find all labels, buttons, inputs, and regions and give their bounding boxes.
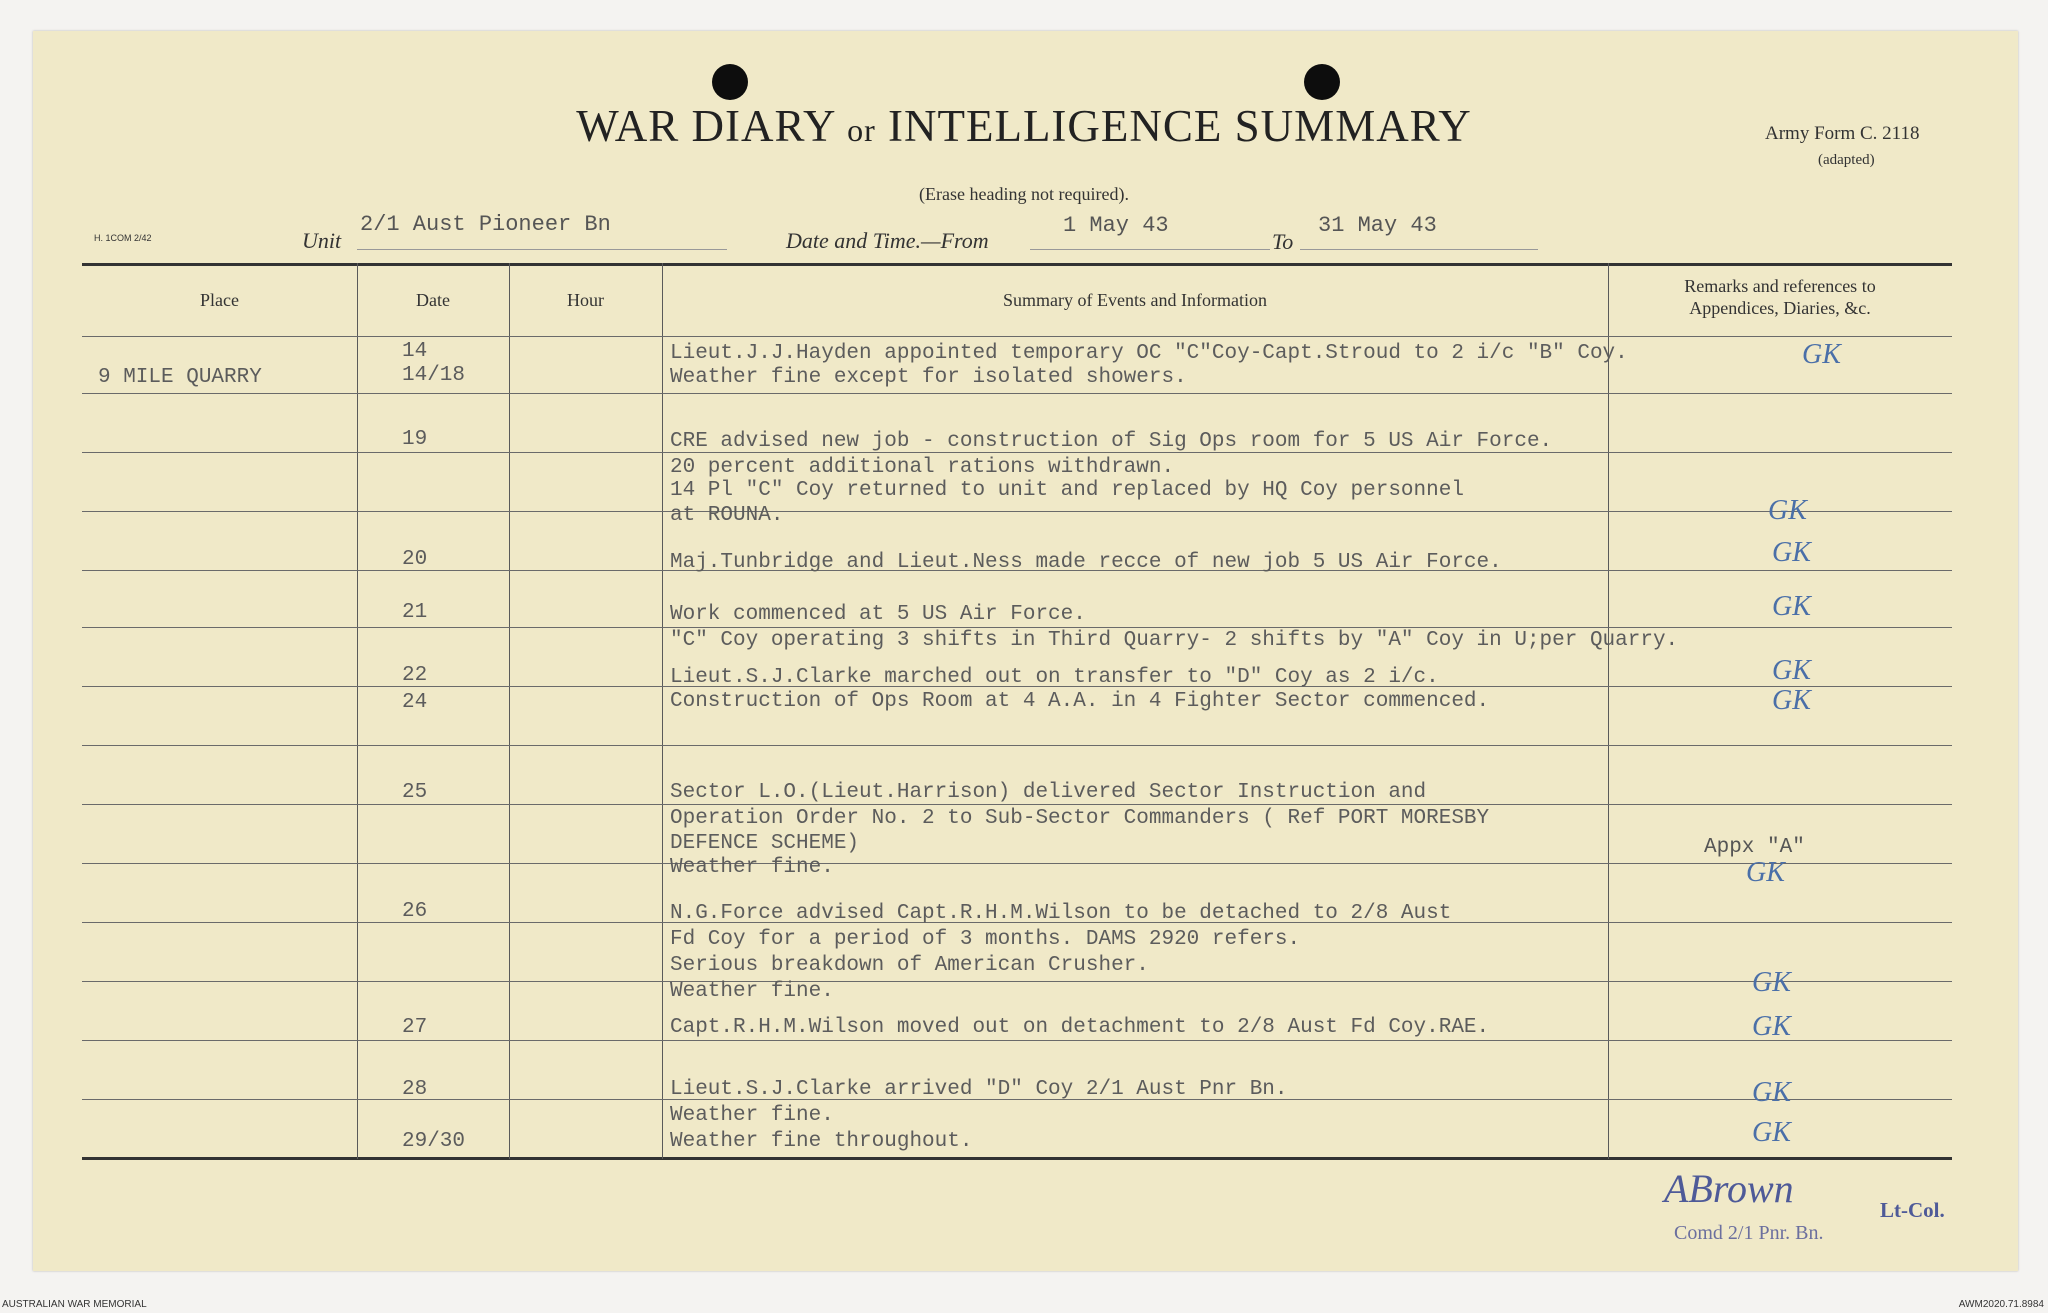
entry-date: 22 <box>402 664 428 687</box>
entry-summary: 14 Pl "C" Coy returned to unit and replaced by HQ Coy personnel <box>670 479 1464 502</box>
entry-date: 27 <box>402 1016 428 1039</box>
remarks-appendix-ref: Appx "A" <box>1704 836 1805 859</box>
entry-summary: Lieut.S.J.Clarke arrived "D" Coy 2/1 Aust Pnr Bn. <box>670 1078 1288 1101</box>
entry-date: 26 <box>402 900 428 923</box>
column-header-hour: Hour <box>567 290 604 310</box>
subtitle: (Erase heading not required). <box>919 184 1129 204</box>
entry-date: 19 <box>402 428 428 451</box>
army-form-adapted: (adapted) <box>1818 152 1875 168</box>
column-header-summary: Summary of Events and Information <box>1003 290 1267 310</box>
remarks-initials: GK <box>1752 1117 1791 1148</box>
remarks-initials: GK <box>1772 591 1811 622</box>
entry-date: 20 <box>402 548 428 571</box>
entry-summary: 20 percent additional rations withdrawn. <box>670 456 1175 479</box>
col-divider <box>662 263 663 1159</box>
date-time-label: Date and Time.—From <box>786 228 989 253</box>
remarks-initials: GK <box>1768 495 1807 526</box>
remarks-initials: GK <box>1802 339 1841 370</box>
commander-signature: ABrown <box>1664 1166 1794 1211</box>
remarks-initials: GK <box>1752 967 1791 998</box>
to-date-value: 31 May 43 <box>1318 213 1437 238</box>
entry-summary: Weather fine except for isolated showers. <box>670 366 1187 389</box>
to-label: To <box>1272 229 1294 254</box>
footer-accession-number: AWM2020.71.8984 <box>1958 1299 2044 1310</box>
punch-hole <box>1304 64 1340 100</box>
entry-summary: N.G.Force advised Capt.R.H.M.Wilson to be detached to 2/8 Aust <box>670 902 1452 925</box>
entry-date: 21 <box>402 601 428 624</box>
column-header-remarks <box>1608 275 1952 319</box>
entry-summary: Construction of Ops Room at 4 A.A. in 4 Fighter Sector commenced. <box>670 690 1490 713</box>
entry-summary: Weather fine. <box>670 980 834 1003</box>
entry-date: 25 <box>402 781 428 804</box>
entry-summary: DEFENCE SCHEME) <box>670 832 860 855</box>
column-header-place: Place <box>200 290 239 310</box>
entry-summary: Maj.Tunbridge and Lieut.Ness made recce of new job 5 US Air Force. <box>670 551 1502 574</box>
remarks-initials: GK <box>1772 655 1811 686</box>
remarks-initials: GK <box>1772 537 1811 568</box>
title-or: or <box>847 112 876 148</box>
entry-summary: Serious breakdown of American Crusher. <box>670 954 1149 977</box>
row-rule <box>82 393 1952 394</box>
entry-summary: Weather fine. <box>670 1104 834 1127</box>
title-intelligence-summary: INTELLIGENCE SUMMARY <box>888 101 1472 151</box>
row-rule <box>82 863 1952 864</box>
entry-summary: Fd Coy for a period of 3 months. DAMS 2920 refers. <box>670 928 1301 951</box>
entry-summary: Lieut.J.J.Hayden appointed temporary OC "C"Coy-Capt.Stroud to 2 i/c "B" Coy. <box>670 342 1628 365</box>
entry-summary: Weather fine throughout. <box>670 1130 973 1153</box>
commander-stamp: Comd 2/1 Pnr. Bn. <box>1674 1222 1824 1244</box>
entry-place: 9 MILE QUARRY <box>98 366 262 389</box>
remarks-initials: GK <box>1772 685 1811 716</box>
entry-date: 24 <box>402 691 428 714</box>
entry-summary: Work commenced at 5 US Air Force. <box>670 603 1086 626</box>
diary-table <box>82 263 1954 1160</box>
entry-summary: Lieut.S.J.Clarke marched out on transfer to "D" Coy as 2 i/c. <box>670 666 1439 689</box>
remarks-header-line1: Remarks and references to <box>1684 276 1876 296</box>
entry-date: 28 <box>402 1078 428 1101</box>
col-divider <box>357 263 358 1159</box>
entry-date: 14 <box>402 340 428 363</box>
entry-summary: at ROUNA. <box>670 504 784 527</box>
entry-summary: Operation Order No. 2 to Sub-Sector Commanders ( Ref PORT MORESBY <box>670 807 1490 830</box>
punch-hole <box>712 64 748 100</box>
table-bottom-rule <box>82 1157 1952 1160</box>
row-rule <box>82 981 1952 982</box>
row-rule <box>82 336 1952 337</box>
from-date-value: 1 May 43 <box>1063 213 1169 238</box>
remarks-header-line2: Appendices, Diaries, &c. <box>1689 298 1871 318</box>
col-divider <box>1608 263 1609 1159</box>
to-fill-line <box>1300 249 1538 250</box>
army-form-number: Army Form C. 2118 <box>1765 123 1920 144</box>
from-fill-line <box>1030 249 1270 250</box>
unit-fill-line <box>357 249 727 250</box>
row-rule <box>82 511 1952 512</box>
entry-date: 29/30 <box>402 1130 466 1153</box>
remarks-initials: GK <box>1746 857 1785 888</box>
table-top-rule <box>82 263 1952 266</box>
entry-summary: CRE advised new job - construction of Sig Ops room for 5 US Air Force. <box>670 430 1553 453</box>
unit-value: 2/1 Aust Pioneer Bn <box>360 212 611 237</box>
page-title <box>0 100 2048 152</box>
row-rule <box>82 745 1952 746</box>
entry-summary: "C" Coy operating 3 shifts in Third Quarry- 2 shifts by "A" Coy in U;per Quarry. <box>670 629 1679 652</box>
entry-date: 14/18 <box>402 364 466 387</box>
remarks-initials: GK <box>1752 1011 1791 1042</box>
remarks-initials: GK <box>1752 1077 1791 1108</box>
column-header-date: Date <box>416 290 450 310</box>
footer-institution: AUSTRALIAN WAR MEMORIAL <box>2 1299 147 1310</box>
form-code: H. 1COM 2/42 <box>94 233 152 243</box>
entry-summary: Weather fine. <box>670 856 834 879</box>
entry-summary: Sector L.O.(Lieut.Harrison) delivered Sector Instruction and <box>670 781 1427 804</box>
entry-summary: Capt.R.H.M.Wilson moved out on detachment to 2/8 Aust Fd Coy.RAE. <box>670 1016 1490 1039</box>
col-divider <box>509 263 510 1159</box>
commander-rank: Lt-Col. <box>1880 1198 1945 1222</box>
unit-label: Unit <box>302 228 342 253</box>
title-war-diary: WAR DIARY <box>576 101 835 151</box>
